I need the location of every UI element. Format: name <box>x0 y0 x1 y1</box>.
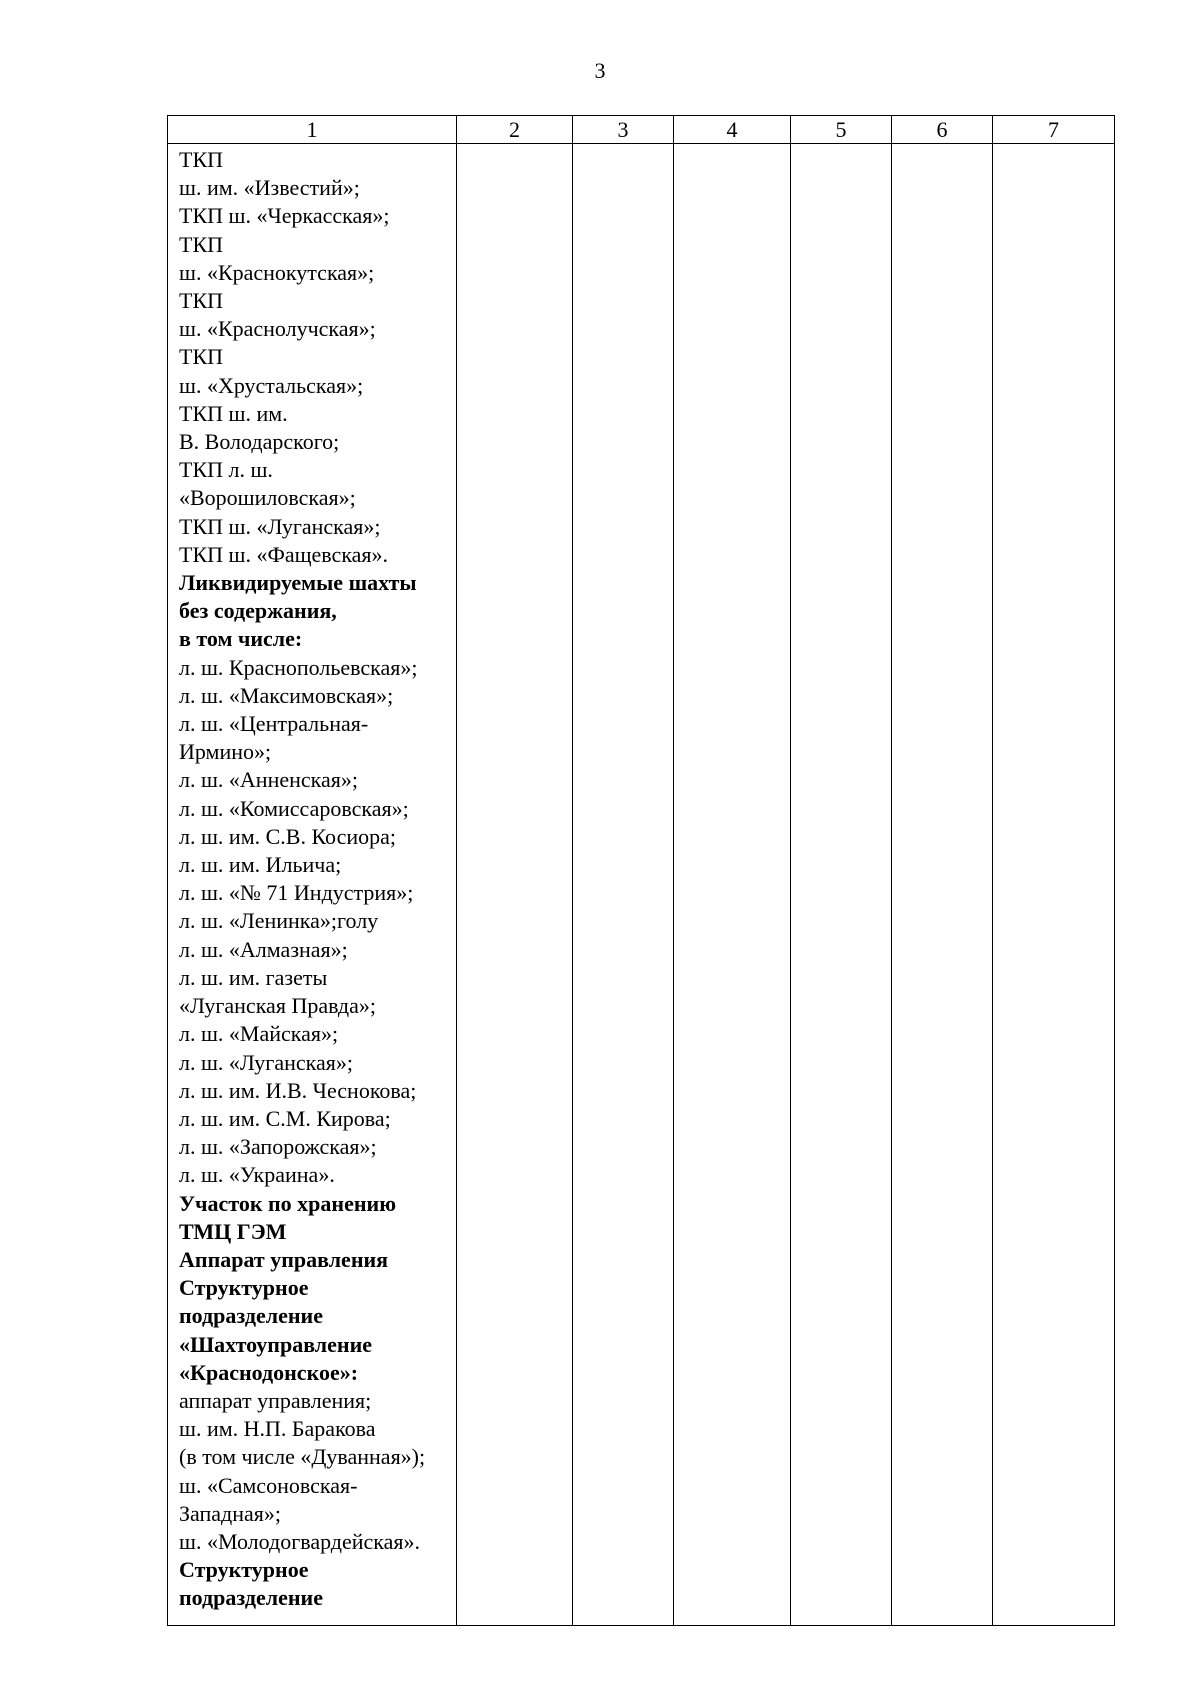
column-header-2: 2 <box>457 116 573 144</box>
section-heading-line: подразделение <box>179 1585 323 1611</box>
section-heading-line: в том числе: <box>179 626 303 652</box>
column-header-1: 1 <box>168 116 457 144</box>
list-item-line: л. ш. «Комиссаровская»; <box>179 795 409 821</box>
list-item-line: ш. «Краснокутская»; <box>179 259 375 285</box>
list-item-line: л. ш. Краснопольевская»; <box>179 654 418 680</box>
table-cell-col-5 <box>791 144 892 1626</box>
page-number: 3 <box>594 58 606 83</box>
list-item-line: аппарат управления; <box>179 1387 372 1413</box>
list-item-line: ш. «Молодогвардейская». <box>179 1528 421 1554</box>
list-item-line: В. Володарского; <box>179 429 340 455</box>
list-item-line: л. ш. «Максимовская»; <box>179 682 394 708</box>
list-item-line: л. ш. «Майская»; <box>179 1021 339 1047</box>
list-item-line: Ирмино»; <box>179 739 272 765</box>
list-item-line: ТКП <box>179 231 223 257</box>
section-heading-line: Структурное <box>179 1275 309 1301</box>
table-row <box>168 144 1115 1626</box>
data-table <box>167 115 1115 1626</box>
section-heading-line: без содержания, <box>179 598 337 624</box>
table-header-row <box>168 116 1115 144</box>
section-heading-line: Структурное <box>179 1557 309 1583</box>
section-heading-line: «Краснодонское»: <box>179 1359 359 1385</box>
column-header-6: 6 <box>892 116 993 144</box>
list-item-line: л. ш. им. С.В. Косиора; <box>179 823 397 849</box>
list-item-line: ТКП <box>179 288 223 314</box>
table-cell-col-2 <box>457 144 573 1626</box>
list-item-line: ш. «Краснолучская»; <box>179 316 376 342</box>
list-item-line: ш. им. «Известий»; <box>179 175 360 201</box>
list-item-line: ш. «Хрустальская»; <box>179 372 364 398</box>
section-heading-line: Участок по хранению <box>179 1190 397 1216</box>
list-item-line: ТКП ш. «Фащевская». <box>179 541 389 567</box>
list-item-line: л. ш. им. С.М. Кирова; <box>179 1105 391 1131</box>
section-heading-line: подразделение <box>179 1303 323 1329</box>
table-cell-col-6 <box>892 144 993 1626</box>
column-header-5: 5 <box>791 116 892 144</box>
section-heading-line: Ликвидируемые шахты <box>179 570 417 596</box>
list-item-line: л. ш. им. газеты <box>179 964 328 990</box>
list-item-line: л. ш. «Запорожская»; <box>179 1134 377 1160</box>
list-item-line: л. ш. «Анненская»; <box>179 767 359 793</box>
section-heading-line: ТМЦ ГЭМ <box>179 1218 287 1244</box>
table-cell-col-4 <box>674 144 791 1626</box>
list-item-line: л. ш. им. И.В. Чеснокова; <box>179 1077 417 1103</box>
column-header-4: 4 <box>674 116 791 144</box>
list-item-line: л. ш. им. Ильича; <box>179 852 342 878</box>
list-item-line: ТКП ш. «Луганская»; <box>179 513 381 539</box>
list-item-line: ш. «Самсоновская- <box>179 1472 358 1498</box>
list-item-line: л. ш. «Ленинка»;голу <box>179 908 379 934</box>
list-item-line: ш. им. Н.П. Баракова <box>179 1416 376 1442</box>
list-item-line: ТКП ш. «Черкасская»; <box>179 203 390 229</box>
list-item-line: ТКП л. ш. <box>179 457 273 483</box>
list-item-line: л. ш. «Украина». <box>179 1162 335 1188</box>
list-item-line: л. ш. «Алмазная»; <box>179 936 348 962</box>
list-item-line: ТКП <box>179 344 223 370</box>
table-cell-col-3 <box>573 144 674 1626</box>
column-header-3: 3 <box>573 116 674 144</box>
list-item-line: л. ш. «№ 71 Индустрия»; <box>179 880 414 906</box>
list-item-line: (в том числе «Дуванная»); <box>179 1444 426 1470</box>
column-header-7: 7 <box>993 116 1115 144</box>
list-item-line: Западная»; <box>179 1500 281 1526</box>
list-item-line: л. ш. «Центральная- <box>179 711 369 737</box>
enterprise-list-cell <box>168 144 457 1626</box>
list-item-line: «Ворошиловская»; <box>179 485 356 511</box>
section-heading-line: Аппарат управления <box>179 1246 389 1272</box>
list-item-line: л. ш. «Луганская»; <box>179 1049 353 1075</box>
list-item-line: ТКП ш. им. <box>179 400 288 426</box>
section-heading-line: «Шахтоуправление <box>179 1331 373 1357</box>
list-item-line: «Луганская Правда»; <box>179 993 377 1019</box>
list-item-line: ТКП <box>179 147 223 172</box>
table-cell-col-7 <box>993 144 1115 1626</box>
